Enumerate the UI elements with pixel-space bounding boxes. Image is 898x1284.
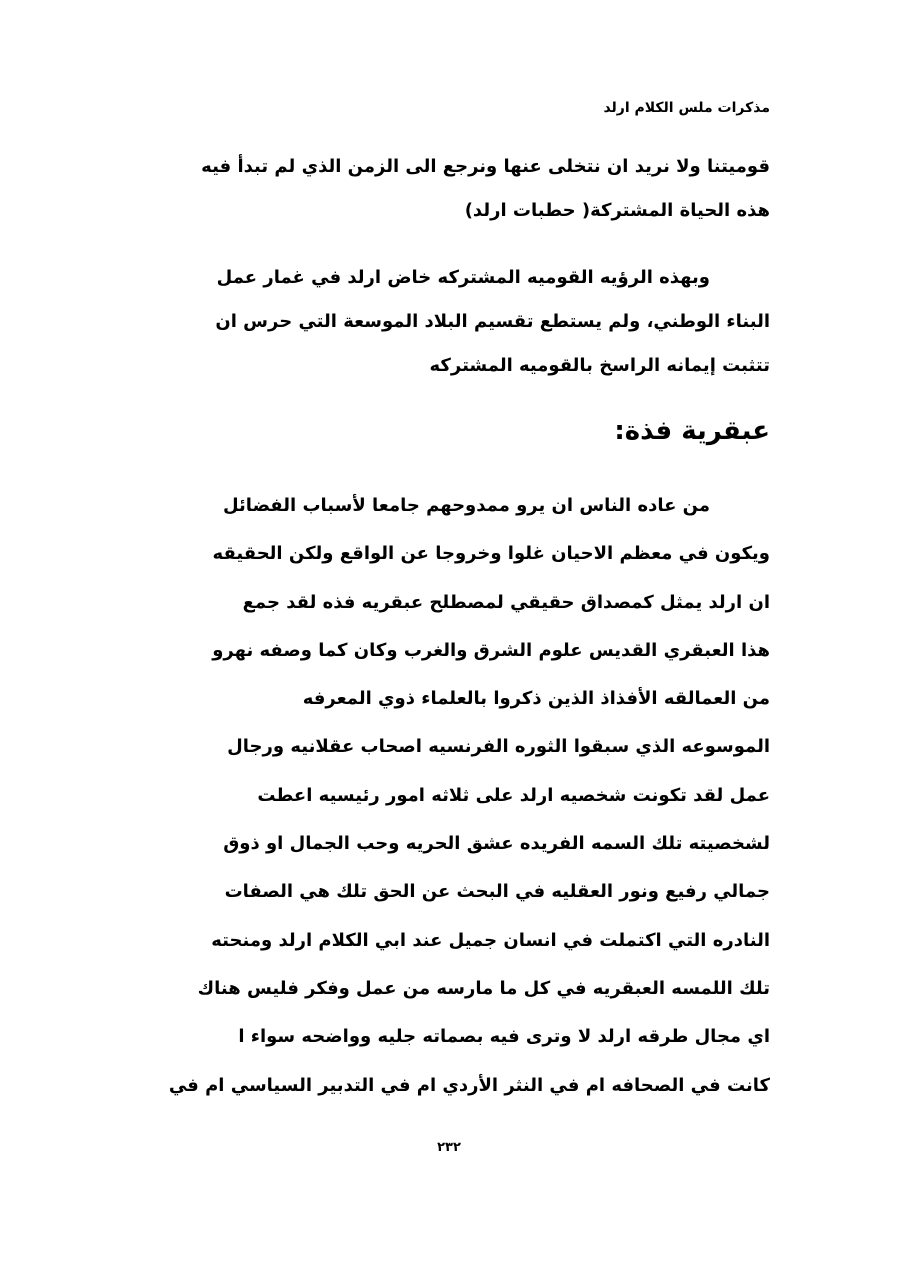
paragraph-national-building — [116, 256, 770, 388]
text-line: اي مجال طرقه ارلد لا وترى فيه بصماته جليه وواضحه سواء ا — [238, 1026, 770, 1048]
text-line: البناء الوطني، ولم يستطع تقسيم البلاد الموسعة التي حرس ان — [215, 311, 770, 332]
text-line: الموسوعه الذي سبقوا الثوره الفرنسيه اصحاب عقلانيه ورجال — [227, 736, 770, 758]
text-line: جمالي رفيع ونور العقليه في البحث عن الحق تلك هي الصفات — [224, 881, 770, 903]
text-line: تلك اللمسه العبقريه في كل ما مارسه من عمل وفكر فليس هناك — [197, 977, 770, 999]
text-line: هذا العبقري القديس علوم الشرق والغرب وكان كما وصفه نهرو — [212, 639, 770, 661]
text-line: قوميتنا ولا نريد ان نتخلى عنها ونرجع الى الزمن الذي لم تبدأ فيه — [201, 156, 770, 177]
text-line: من عاده الناس ان يرو ممدوحهم جامعا لأسباب الفضائل — [222, 495, 710, 516]
text-line: ان ارلد يمثل كمصداق حقيقي لمصطلح عبقريه فذه لقد جمع — [242, 591, 770, 613]
page-number: ٢٣٢ — [437, 1140, 461, 1155]
text-line: وبهذه الرؤيه القوميه المشتركه خاض ارلد في غمار عمل — [216, 267, 710, 288]
text-line: لشخصيته تلك السمه الفريده عشق الحريه وحب الجمال او ذوق — [223, 833, 770, 855]
text-line: تتثبت إيمانه الراسخ بالقوميه المشتركه — [429, 355, 770, 376]
section-heading: عبقرية فذة: — [614, 416, 770, 446]
text-line: كانت في الصحافه ام في النثر الأردي ام في التدبير السياسي ام في — [168, 1074, 770, 1096]
text-line: عمل لقد تكونت شخصيه ارلد على ثلاثه امور رئيسيه اعطت — [257, 784, 770, 806]
paragraph-continuation — [116, 145, 770, 233]
text-line: هذه الحياة المشتركة( حطبات ارلد) — [464, 200, 770, 221]
text-line: ويكون في معظم الاحيان غلوا وخروجا عن الواقع ولكن الحقيقه — [212, 543, 770, 565]
running-header: مذكرات ملس الكلام ارلد — [603, 100, 770, 116]
text-line: من العمالقه الأفذاذ الذين ذكروا بالعلماء ذوي المعرفه — [302, 688, 770, 710]
paragraph-genius — [116, 482, 770, 1110]
text-line: النادره التي اكتملت في انسان جميل عند ابي الكلام ارلد ومنحته — [211, 929, 770, 951]
